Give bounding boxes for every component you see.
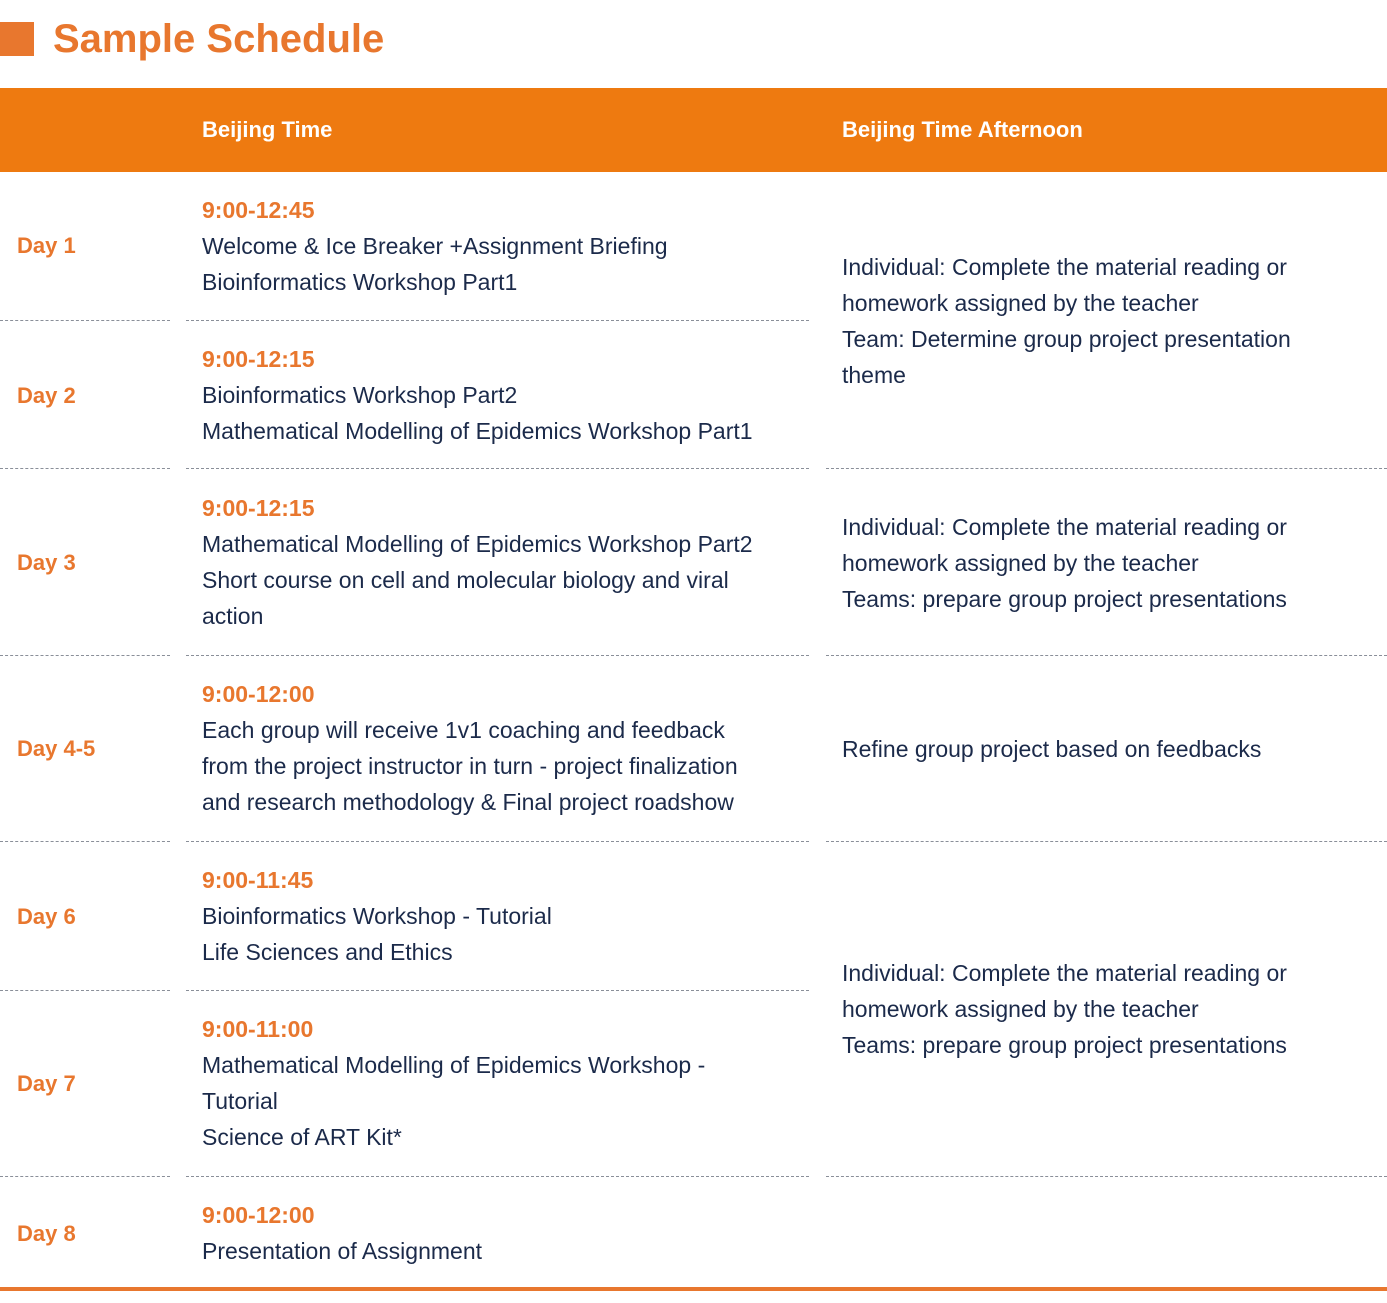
afternoon-line: homework assigned by the teacher [842, 550, 1199, 576]
row-divider [186, 468, 809, 469]
activity-line: Life Sciences and Ethics [202, 939, 453, 965]
afternoon-cell-4 [842, 955, 1382, 1063]
header-beijing-time: Beijing Time [202, 117, 333, 142]
activity-line: Mathematical Modelling of Epidemics Workshop Part2 [202, 531, 753, 557]
day-label-7: Day 7 [17, 1071, 76, 1096]
afternoon-line: homework assigned by the teacher [842, 996, 1199, 1022]
afternoon-line: Individual: Complete the material reading or [842, 960, 1287, 986]
activity-line: from the project instructor in turn - project finalization [202, 753, 738, 779]
row-divider [0, 468, 170, 469]
afternoon-line: theme [842, 362, 906, 388]
afternoon-line: Teams: prepare group project presentations [842, 586, 1287, 612]
morning-cell-8 [202, 1197, 802, 1269]
activity-line: Welcome & Ice Breaker +Assignment Briefing [202, 233, 668, 259]
day-label-6: Day 6 [17, 904, 76, 929]
row-divider [186, 655, 809, 656]
row-divider [186, 841, 809, 842]
activity-line: Science of ART Kit* [202, 1124, 402, 1150]
afternoon-line: Individual: Complete the material reading or [842, 254, 1287, 280]
row-divider [186, 1176, 809, 1177]
time-slot: 9:00-11:45 [202, 867, 314, 893]
afternoon-cell-3 [842, 731, 1382, 767]
row-divider [826, 1176, 1387, 1177]
morning-cell-1 [202, 192, 802, 300]
bottom-rule [0, 1287, 1387, 1291]
day-label-4: Day 4-5 [17, 736, 96, 761]
row-divider [0, 1176, 170, 1177]
page-title: Sample Schedule [53, 17, 385, 61]
row-divider [826, 655, 1387, 656]
afternoon-line: homework assigned by the teacher [842, 290, 1199, 316]
day-label-1: Day 1 [17, 233, 76, 258]
morning-cell-7 [202, 1011, 802, 1155]
day-label-3: Day 3 [17, 550, 76, 575]
row-divider [186, 990, 809, 991]
activity-line: action [202, 603, 264, 629]
time-slot: 9:00-12:15 [202, 346, 315, 372]
afternoon-line: Team: Determine group project presentation [842, 326, 1291, 352]
row-divider [826, 841, 1387, 842]
activity-line: Short course on cell and molecular biology and viral [202, 567, 729, 593]
afternoon-cell-1 [842, 249, 1382, 393]
afternoon-cell-2 [842, 509, 1382, 617]
activity-line: Bioinformatics Workshop Part2 [202, 382, 518, 408]
afternoon-line: Teams: prepare group project presentations [842, 1032, 1287, 1058]
time-slot: 9:00-11:00 [202, 1016, 314, 1042]
row-divider [0, 655, 170, 656]
afternoon-line: Refine group project based on feedbacks [842, 736, 1262, 762]
time-slot: 9:00-12:45 [202, 197, 315, 223]
time-slot: 9:00-12:00 [202, 1202, 315, 1228]
day-label-2: Day 2 [17, 383, 76, 408]
time-slot: 9:00-12:00 [202, 681, 315, 707]
morning-cell-3 [202, 490, 802, 634]
row-divider [0, 990, 170, 991]
header-beijing-time-afternoon: Beijing Time Afternoon [842, 117, 1083, 142]
morning-cell-2 [202, 341, 802, 449]
afternoon-line: Individual: Complete the material reading or [842, 514, 1287, 540]
activity-line: and research methodology & Final project roadshow [202, 789, 734, 815]
activity-line: Bioinformatics Workshop Part1 [202, 269, 518, 295]
morning-cell-6 [202, 862, 802, 970]
day-label-8: Day 8 [17, 1221, 76, 1246]
activity-line: Mathematical Modelling of Epidemics Workshop Part1 [202, 418, 753, 444]
activity-line: Tutorial [202, 1088, 278, 1114]
row-divider [186, 320, 809, 321]
row-divider [0, 320, 170, 321]
title-square-icon [0, 22, 34, 56]
row-divider [826, 468, 1387, 469]
activity-line: Each group will receive 1v1 coaching and feedback [202, 717, 725, 743]
activity-line: Mathematical Modelling of Epidemics Workshop - [202, 1052, 706, 1078]
activity-line: Presentation of Assignment [202, 1238, 482, 1264]
row-divider [0, 841, 170, 842]
time-slot: 9:00-12:15 [202, 495, 315, 521]
activity-line: Bioinformatics Workshop - Tutorial [202, 903, 552, 929]
morning-cell-4 [202, 676, 802, 820]
